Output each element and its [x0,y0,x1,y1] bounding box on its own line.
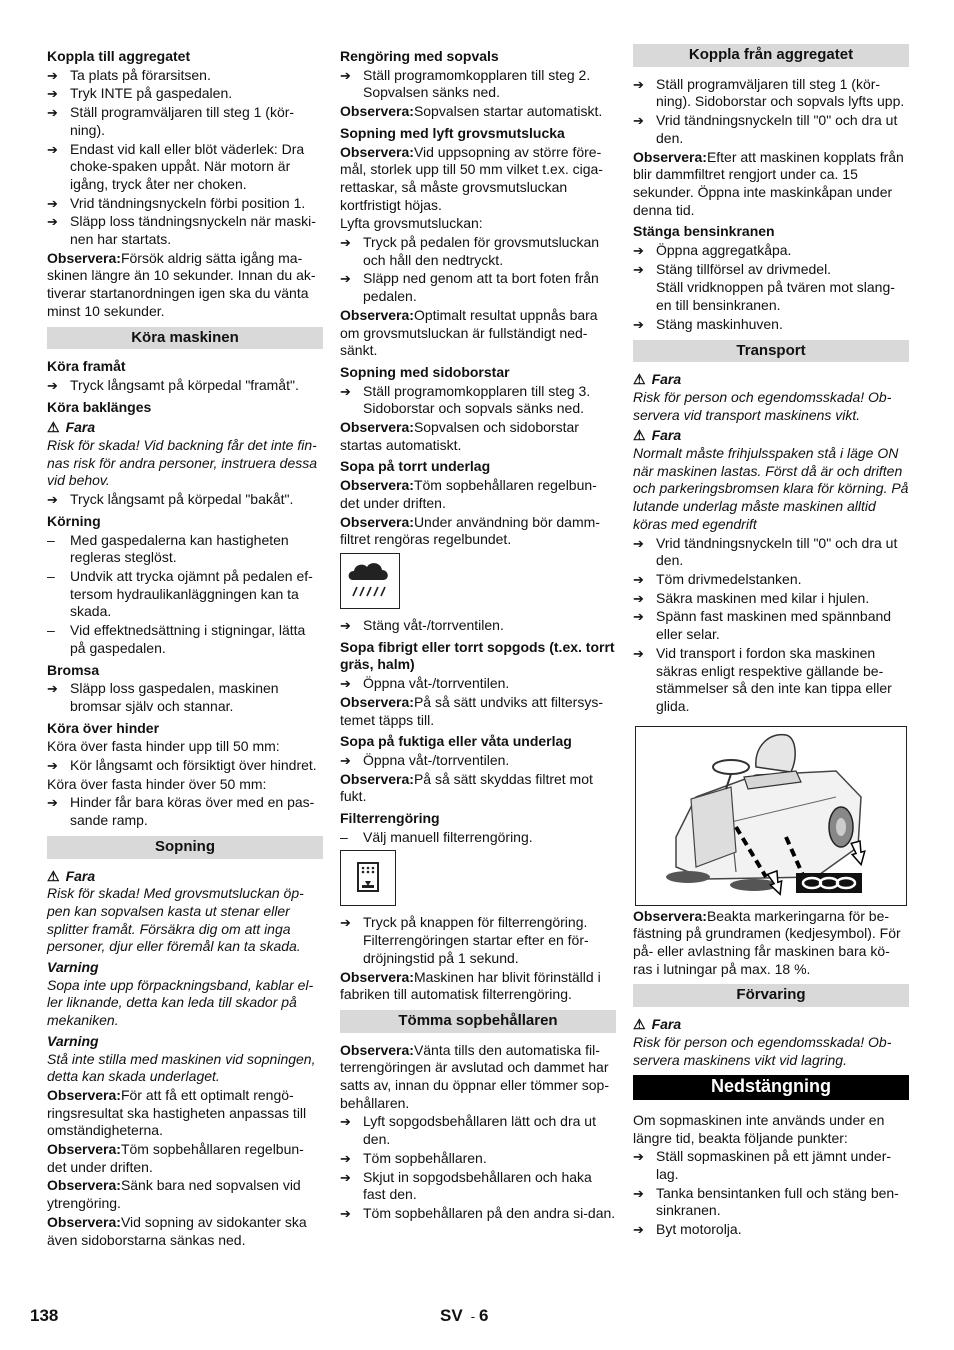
caution-text: Sopa inte upp förpackningsband, kablar el-ler liknande, detta kan leda till skador på mekaniken. [47,976,314,1029]
step: ➔ Byt motorolja. [633,1221,909,1239]
step: ➔ Endast vid kall eller blöt väderlek: Dra choke-spaken uppåt. När motorn är igång, tryck åter ner choken. [47,141,323,194]
sweeper-tie-down-illustration [635,726,907,906]
step: ➔ Vrid tändningsnyckeln förbi position 1. [47,195,323,213]
step: ➔ Tryk INTE på gaspedalen. [47,85,323,103]
note: Observera:Optimalt resultat uppnås bara om grovsmutsluckan är fullständigt ned-sänkt. [340,306,598,359]
note-label: Observera: [47,249,121,266]
warning-triangle-icon: ⚠ [47,867,60,884]
column-middle [340,44,616,1224]
step: ➔ Töm sopbehållaren på den andra si-dan. [340,1205,616,1223]
step: ➔ Öppna våt-/torrventilen. [340,675,616,693]
section-bar-koppla-fran: Koppla från aggregatet [633,44,909,67]
note: Observera:Vänta tills den automatiska fil-terrengöringen är avslutad och dammet har satts av, innan du öppnar eller tömmer sop-behållaren. [340,1041,609,1111]
step: ➔ Ta plats på förarsitsen. [47,67,323,85]
step: ➔ Ställ programväljaren till steg 1 (kör-ning). [47,104,323,139]
section-bar-kora: Köra maskinen [47,327,323,350]
note: Observera:Sänk bara ned sopvalsen vid ytrengöring. [47,1177,301,1212]
danger-text: Risk för person och egendomsskada! Ob-servera vid transport maskinens vikt. [633,388,892,423]
step: ➔ Tryck på pedalen för grovsmutsluckan och håll den nedtryckt. [340,234,616,269]
danger-heading: ⚠ Fara [47,867,96,884]
note: Observera:Vid sopning av sidokanter ska även sidoborstarna sänkas ned. [47,1213,307,1248]
step: ➔ Tryck långsamt på körpedal "framåt". [47,377,323,395]
list-item: – Undvik att trycka ojämnt på pedalen ef-tersom hydraulikanläggningen kan ta skada. [47,568,323,621]
note: Observera:Maskinen har blivit förinställd i fabriken till automatisk filterrengöring. [340,968,601,1003]
heading-koppla-till: Koppla till aggregatet [47,48,191,64]
note: Observera:Töm sopbehållaren regelbun-det under driften. [340,477,597,511]
danger-text: Risk för skada! Med grovsmutsluckan öp-pen kan sopvalsen kasta ut stenar eller splitter framåt. Försäkra dig om att inga personer, djur eller föremål kan ta skada. [47,885,304,955]
caution-text: Stå inte stilla med maskinen vid sopningen, detta kan skada underlaget. [47,1050,316,1085]
heading-fuktiga: Sopa på fuktiga eller våta underlag [340,733,572,750]
heading-fibrigt: Sopa fibrigt eller torrt sopgods (t.ex. torrt gräs, halm) [340,638,615,673]
note: Observera:Sopvalsen och sidoborstar startas automatiskt. [340,419,579,453]
step: ➔ Töm drivmedelstanken. [633,571,909,589]
note: Observera:Beakta markeringarna för be-fästning på grundramen (kedjesymbol). För på- eller avlastning får maskinen bara kö-ras i lutningar på max. 18 %. [633,907,901,977]
warning-triangle-icon: ⚠ [633,1016,646,1033]
section-bar-tomma: Tömma sopbehållaren [340,1010,616,1033]
heading-bensinkran: Stänga bensinkranen [633,223,775,240]
list-item: – Välj manuell filterrengöring. [340,829,616,847]
note: Observera:Sopvalsen startar automatiskt. [340,103,603,120]
paragraph: Ställ vridknoppen på tvären mot slang-en till bensinkranen. [656,279,895,314]
note-text: Försök aldrig sätta igång ma-skinen längre än 10 sekunder. Innan du ak-tiverar startanordningen igen ska du vänta minst 10 sekunder. [47,249,316,319]
step: ➔ Släpp loss gaspedalen, maskinen bromsar själv och stannar. [47,680,323,715]
step: ➔ Tryck långsamt på körpedal "bakåt". [47,491,323,509]
danger-text: Risk för person och egendomsskada! Ob-servera maskinens vikt vid lagring. [633,1033,892,1068]
caution-heading: Varning [47,959,99,976]
step: ➔ Tryck på knappen för filterrengöring. Filterrengöringen startar efter en för-dröjningstid på 1 sekund. [340,914,616,967]
note: Observera:Töm sopbehållaren regelbun-det under driften. [47,1141,304,1175]
step: ➔ Ställ programomkopplaren till steg 2. Sopvalsen sänks ned. [340,67,616,102]
page-number: 138 [30,1306,59,1325]
warning-triangle-icon: ⚠ [47,419,60,436]
step: ➔ Säkra maskinen med kilar i hjulen. [633,590,909,608]
step: ➔ Kör långsamt och försiktigt över hindret. [47,757,323,775]
dry-weather-icon [340,553,400,609]
heading-hinder: Köra över hinder [47,719,160,736]
note: Observera:Efter att maskinen kopplats från blir dammfiltret rengjort under ca. 15 sekunder. Öppna inte maskinkåpan under denna tid. [633,148,904,218]
list-item: – Vid effektnedsättning i stigningar, lätta på gaspedalen. [47,622,323,657]
note: Observera:Under användning bör damm-filtret rengöras regelbundet. [340,513,600,548]
step: ➔ Tanka bensintanken full och stäng ben-sinkranen. [633,1185,909,1220]
chapter-title-nedstangning: Nedstängning [633,1075,909,1100]
step: ➔ Skjut in sopgodsbehållaren och haka fast den. [340,1169,616,1204]
step: ➔ Stäng tillförsel av drivmedel. [633,261,909,279]
danger-heading: ⚠ Fara [633,1016,682,1033]
filter-cleaning-icon [340,850,396,906]
step: ➔ Öppna våt-/torrventilen. [340,752,616,770]
step: ➔ Spänn fast maskinen med spännband eller selar. [633,608,909,643]
step: ➔ Töm sopbehållaren. [340,1150,616,1168]
paragraph: Köra över fasta hinder upp till 50 mm: [47,738,280,755]
paragraph: Köra över fasta hinder över 50 mm: [47,775,267,792]
note: Observera:För att få ett optimalt rengö-ringsresultat ska hastigheten anpassas till omständigheterna. [47,1086,307,1139]
section-bar-forvaring: Förvaring [633,984,909,1007]
heading-baklanges: Köra baklänges [47,398,152,415]
heading-framat: Köra framåt [47,358,126,375]
heading-korning: Körning [47,512,101,529]
step: ➔ Släpp loss tändningsnyckeln när maski-nen har startats. [47,213,323,248]
danger-text: Risk för skada! Vid backning får det inte fin-nas risk för andra personer, instruera dessa vid behov. [47,437,318,489]
step: ➔ Hinder får bara köras över med en pas-sande ramp. [47,794,323,829]
step: ➔ Ställ sopmaskinen på ett jämnt under-lag. [633,1148,909,1183]
step: ➔ Stäng våt-/torrventilen. [340,617,616,635]
column-right [633,44,909,1240]
step: ➔ Vrid tändningsnyckeln till "0" och dra ut den. [633,112,909,147]
note [47,250,323,321]
section-page-number: 6 [479,1306,489,1325]
heading-sopvals: Rengöring med sopvals [340,48,499,64]
column-left [47,44,323,1250]
step: ➔ Vid transport i fordon ska maskinen säkras enligt respektive gällande be-stämmelser så den inte kan tippa eller glida. [633,645,909,716]
danger-text: Normalt måste frihjulsspaken stå i läge ON när maskinen lastas. Först då är och driften och parkeringsbromsen klara för körning. På lutande underlag måste maskinen alltid köras med egendrift [633,445,909,532]
heading-bromsa: Bromsa [47,661,100,678]
page-footer-label [440,1306,489,1326]
footer-separator: - [470,1309,476,1324]
step: ➔ Öppna aggregatkåpa. [633,242,909,260]
heading-grovsmutslucka: Sopning med lyft grovsmutslucka [340,124,565,141]
step: ➔ Ställ programomkopplaren till steg 3. Sidoborstar och sopvals sänks ned. [340,383,616,418]
paragraph: Om sopmaskinen inte används under en längre tid, beakta följande punkter: [633,1111,885,1146]
danger-heading: ⚠ Fara [633,371,682,388]
step: ➔ Stäng maskinhuven. [633,316,909,334]
danger-heading: ⚠ Fara [633,427,682,444]
danger-heading: ⚠ Fara [47,419,96,436]
list-item: – Med gaspedalerna kan hastigheten regleras steglöst. [47,532,323,567]
heading-sidoborstar: Sopning med sidoborstar [340,363,510,380]
note: Observera:På så sätt skyddas filtret mot fukt. [340,770,593,805]
language-code: SV [440,1306,463,1325]
warning-triangle-icon: ⚠ [633,371,646,388]
caution-heading: Varning [47,1032,99,1049]
heading-torrt: Sopa på torrt underlag [340,458,491,475]
step: ➔ Släpp ned genom att ta bort foten från pedalen. [340,270,616,305]
step: ➔ Vrid tändningsnyckeln till "0" och dra ut den. [633,535,909,570]
section-bar-transport: Transport [633,340,909,363]
paragraph: Lyfta grovsmutsluckan: [340,215,483,232]
step: ➔ Ställ programväljaren till steg 1 (kör-ning). Sidoborstar och sopvals lyfts upp. [633,76,909,111]
note: Observera:Vid uppsopning av större före-mål, storlek upp till 50 mm vilket t.ex. ciga-rettaskar, så måste grovsmutsluckan kortfristigt höjas. [340,143,603,213]
section-bar-sopning: Sopning [47,836,323,859]
warning-triangle-icon: ⚠ [633,427,646,444]
note: Observera:På så sätt undviks att filtersys-temet täpps till. [340,693,604,728]
step: ➔ Lyft sopgodsbehållaren lätt och dra ut den. [340,1113,616,1148]
heading-filterrengoring: Filterrengöring [340,810,440,827]
